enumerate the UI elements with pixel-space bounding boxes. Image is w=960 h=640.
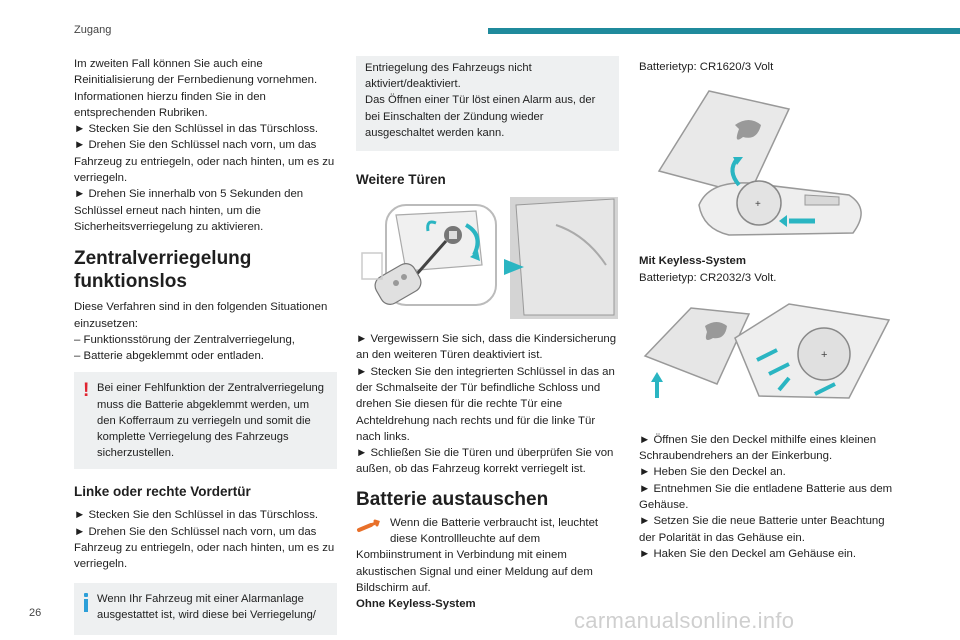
wrench-icon xyxy=(356,517,382,537)
header-accent-bar xyxy=(488,28,960,34)
info-box-continued xyxy=(356,56,619,151)
step: ► Heben Sie den Deckel an. xyxy=(639,466,786,479)
column-2 xyxy=(356,56,619,612)
step: ► Stecken Sie den integrierten Schlüssel in das an der Schmalseite der Tür befindliche Schloss und drehen Sie diesen für die rechte Tür eine Achteldrehung nach rechts und für die linke Tür nach links. xyxy=(356,365,615,443)
info-text: Das Öffnen einer Tür löst einen Alarm aus, der bei Einschalten der Zündung wieder ausgeschaltet werden kann. xyxy=(365,94,596,139)
warning-icon: ! xyxy=(83,380,90,402)
heading-front-door: Linke oder rechte Vordertür xyxy=(74,484,251,500)
paragraph: Wenn die Batterie verbraucht ist, leuchtet diese Kontrollleuchte auf dem Kombiinstrument in Verbindung mit einem akustischen Signal und einer Meldung auf dem Bildschirm auf. xyxy=(356,516,599,594)
step: ► Entnehmen Sie die entladene Batterie aus dem Gehäuse. xyxy=(639,482,893,512)
step: ► Stecken Sie den Schlüssel in das Türschloss. xyxy=(74,123,319,136)
step: ► Stecken Sie den Schlüssel in das Türschloss. xyxy=(74,509,319,522)
subheading-keyless: Mit Keyless-System xyxy=(639,255,746,268)
svg-text:+: + xyxy=(755,199,761,211)
list-item: – Funktionsstörung der Zentralverriegelung, xyxy=(74,333,295,346)
battery-type: Batterietyp: CR2032/3 Volt. xyxy=(639,271,777,284)
paragraph: Informationen hierzu finden Sie in den entsprechenden Rubriken. xyxy=(74,90,266,119)
column-3 xyxy=(639,56,902,562)
svg-text:+: + xyxy=(821,348,828,361)
step: ► Schließen Sie die Türen und überprüfen Sie von außen, ob das Fahrzeug korrekt verriegelt ist. xyxy=(356,447,614,476)
step: ► Setzen Sie die neue Batterie unter Beachtung der Polarität in das Gehäuse ein. xyxy=(639,515,885,544)
heading-battery: Batterie austauschen xyxy=(356,488,549,510)
info-box xyxy=(74,583,337,635)
warning-text: Bei einer Fehlfunktion der Zentralverriegelung muss die Batterie abgeklemmt werden, um den Kofferraum zu verriegeln und somit die komplette Verriegelung des Fahrzeugs sicherzustellen. xyxy=(97,382,324,460)
info-text: Wenn Ihr Fahrzeug mit einer Alarmanlage ausgestattet ist, wird diese bei Verriegelung/ xyxy=(97,592,316,621)
warning-box xyxy=(74,372,337,469)
step: ► Drehen Sie den Schlüssel nach vorn, um das Fahrzeug zu entriegeln, oder nach hinten, um es zu verriegeln. xyxy=(74,139,335,185)
section-title: Zugang xyxy=(74,24,112,36)
column-1 xyxy=(74,56,337,635)
heading-other-doors: Weitere Türen xyxy=(356,172,446,188)
step: ► Haken Sie den Deckel am Gehäuse ein. xyxy=(639,547,857,560)
step: ► Öffnen Sie den Deckel mithilfe eines kleinen Schraubendrehers an der Einkerbung. xyxy=(639,433,877,463)
heading-central-locking: Zentralverriegelung funktionslos xyxy=(74,248,252,293)
step: ► Vergewissern Sie sich, dass die Kindersicherung an den weiteren Türen deaktiviert ist. xyxy=(356,333,617,362)
watermark: carmanualsonline.info xyxy=(574,608,795,633)
door-key-illustration xyxy=(356,195,619,323)
page-number: 26 xyxy=(29,607,42,619)
subheading-no-keyless: Ohne Keyless-System xyxy=(356,598,476,611)
info-text: Entriegelung des Fahrzeugs nicht aktiviert/deaktiviert. xyxy=(365,62,532,91)
list-item: – Batterie abgeklemmt oder entladen. xyxy=(74,350,264,363)
paragraph: Diese Verfahren sind in den folgenden Situationen einzusetzen: xyxy=(74,301,328,330)
key-battery-illustration-2 xyxy=(639,298,902,416)
step: ► Drehen Sie den Schlüssel nach vorn, um das Fahrzeug zu entriegeln, oder nach hinten, um es zu verriegeln. xyxy=(74,525,335,571)
battery-type: Batterietyp: CR1620/3 Volt xyxy=(639,61,774,73)
info-icon xyxy=(84,593,90,613)
key-battery-illustration-1 xyxy=(639,85,902,245)
paragraph: Im zweiten Fall können Sie auch eine Reinitialisierung der Fernbedienung vornehmen. xyxy=(74,58,318,87)
step: ► Drehen Sie innerhalb von 5 Sekunden den Schlüssel erneut nach hinten, um die Sicherheitsverriegelung zu aktivieren. xyxy=(74,188,304,233)
